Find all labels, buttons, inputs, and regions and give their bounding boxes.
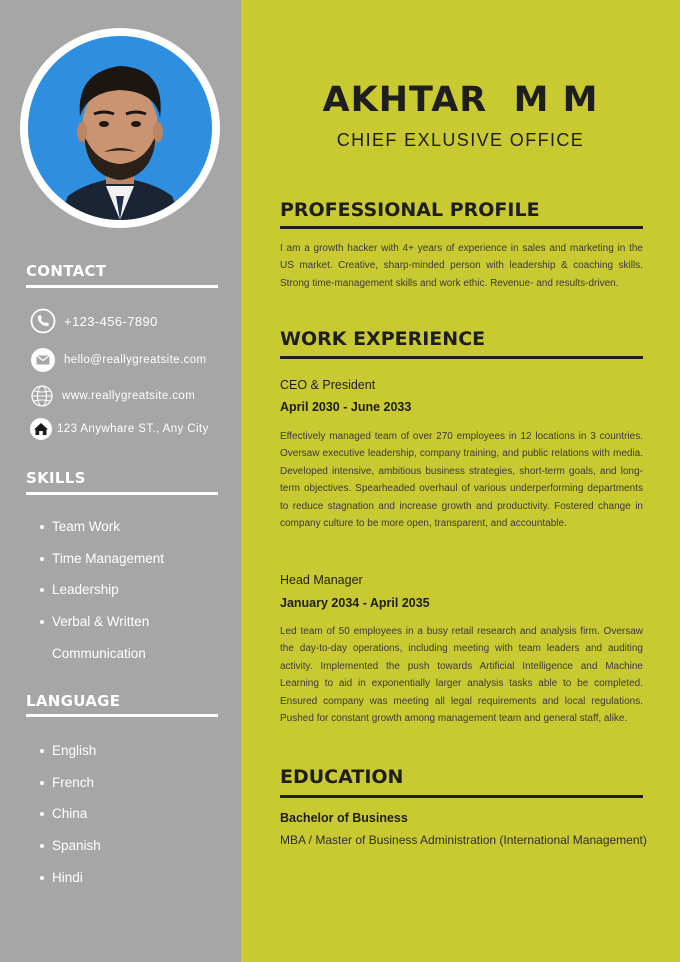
language-item: English	[40, 735, 101, 767]
skills-divider	[26, 492, 218, 495]
education-heading: EDUCATION	[280, 766, 404, 788]
globe-icon	[30, 384, 54, 408]
job-title: CEO & President	[280, 378, 376, 392]
experience-divider	[280, 356, 643, 359]
address-text: 123 Anywhare ST., Any City	[57, 423, 209, 435]
website-text: www.reallygreatsite.com	[62, 390, 196, 402]
person-portrait-icon	[28, 36, 212, 220]
experience-heading: WORK EXPERIENCE	[280, 328, 486, 350]
language-item: Spanish	[40, 830, 101, 862]
contact-website[interactable]	[30, 384, 195, 408]
email-text: hello@reallygreatsite.com	[64, 354, 207, 366]
education-divider	[280, 795, 643, 798]
skill-item: Leadership	[40, 574, 164, 606]
phone-icon	[30, 308, 56, 334]
skill-item: Team Work	[40, 511, 164, 543]
skills-heading: SKILLS	[26, 469, 86, 487]
contact-divider	[26, 285, 218, 288]
job-dates: January 2034 - April 2035	[280, 596, 430, 610]
candidate-role: CHIEF EXLUSIVE OFFICE	[336, 130, 585, 150]
skill-item-continuation: Communication	[52, 645, 146, 661]
sidebar	[0, 0, 241, 962]
contact-email[interactable]	[30, 347, 206, 373]
job-description: Effectively managed team of over 270 employees in 12 locations in 3 countries. Oversaw executive leadership, company training, and public relations with media. Developed intensive, ambitious business strategies, short-term goals, and long-term objectives. Spearheaded overhaul of various underperforming departments to reduce stagnation and increase growth and productivity. Fostered change in company culture to be more open, transparent, and accountable.	[280, 431, 643, 530]
email-icon	[30, 347, 56, 373]
contact-address	[30, 418, 209, 440]
job-title: Head Manager	[280, 573, 363, 587]
contact-heading: CONTACT	[26, 262, 107, 280]
profile-divider	[280, 226, 643, 229]
profile-photo	[28, 36, 212, 220]
language-item: China	[40, 798, 101, 830]
language-divider	[26, 714, 218, 717]
home-icon	[30, 418, 52, 440]
language-list	[40, 735, 101, 893]
profile-text: I am a growth hacker with 4+ years of experience in sales and marketing in the US market. Creative, sharp-minded person with leadership & coaching skills. Strong time-management skills and work ethic. Revenue- and results-driven.	[280, 243, 643, 289]
candidate-name: AKHTAR M M	[322, 80, 599, 120]
education-detail: MBA / Master of Business Administration (International Management)	[280, 833, 647, 847]
job-description: Led team of 50 employees in a busy retail research and analysis firm. Oversaw the day-to-day operations, including meeting with team leaders and auditing activity. Implemented the push towards Artificial Intelligence and Machine Learning to aid in exponentially larger analysis tasks able to be completed. Ensured company was meeting all legal requirements and local regulations. Pushed for constant growth among management team and general staff, alike.	[280, 626, 643, 725]
profile-heading: PROFESSIONAL PROFILE	[280, 199, 540, 221]
profile-photo-frame	[20, 28, 220, 228]
phone-text: +123-456-7890	[64, 313, 158, 329]
language-heading: LANGUAGE	[26, 692, 121, 710]
skills-list	[40, 511, 164, 669]
education-degree: Bachelor of Business	[280, 811, 408, 825]
language-item: French	[40, 767, 101, 799]
contact-phone[interactable]	[30, 308, 158, 334]
skill-item: Time Management	[40, 543, 164, 575]
language-item: Hindi	[40, 862, 101, 894]
job-dates: April 2030 - June 2033	[280, 400, 412, 414]
skill-item: Verbal & Written	[40, 606, 164, 638]
